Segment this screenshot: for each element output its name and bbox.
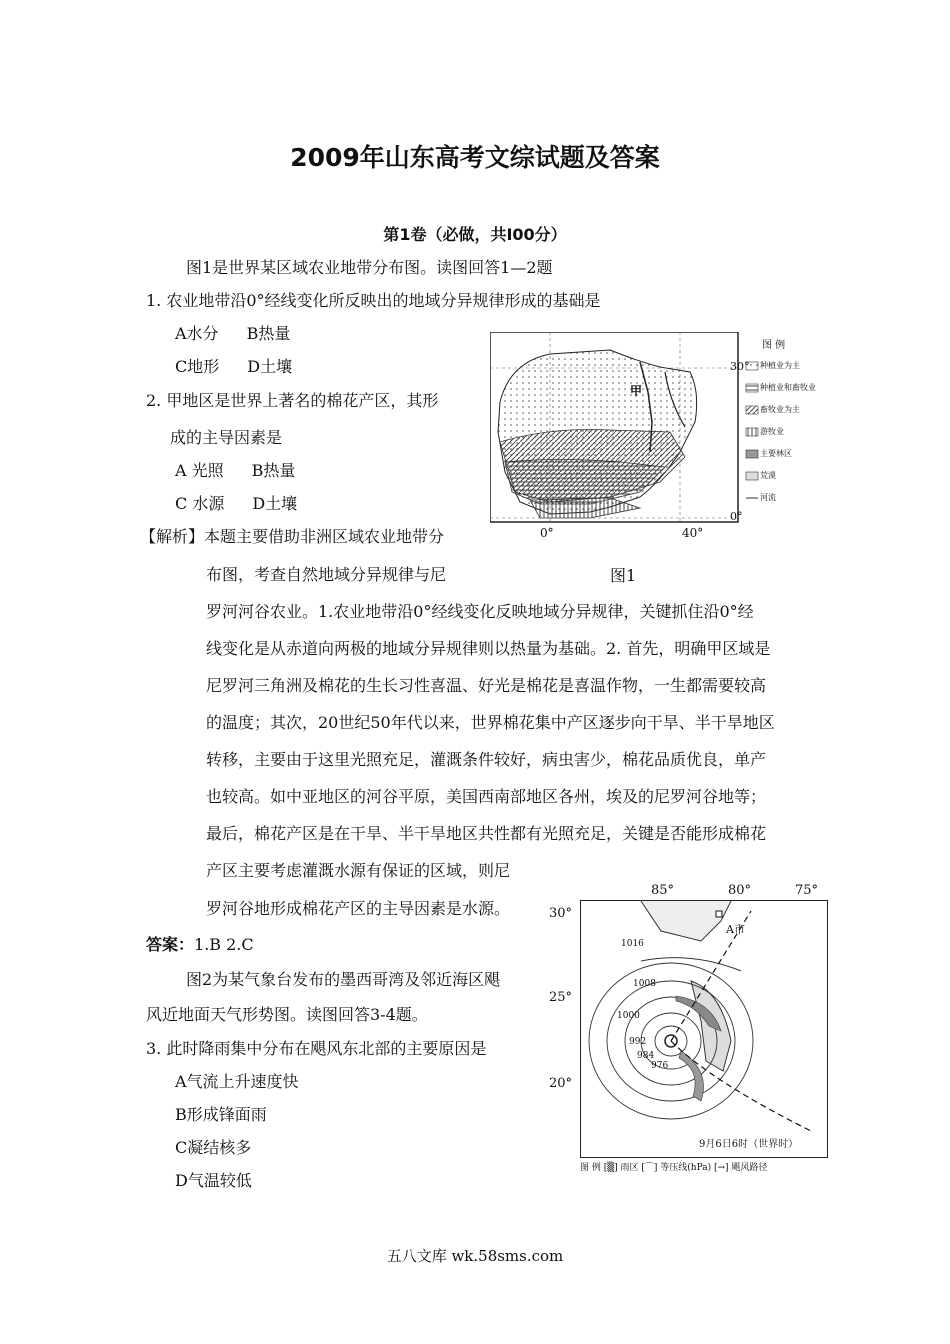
analysis-line: 也较高。如中亚地区的河谷平原，美国西南部地区各州，埃及的尼罗河谷地等； (206, 787, 767, 806)
analysis-line: 罗河河谷农业。1.农业地带沿0°经线变化反映地域分异规律，关键抓住沿0°经 (206, 602, 754, 621)
option: A水分 (175, 324, 219, 343)
fig1-legend-item: 种植业和畜牧业 (760, 383, 816, 392)
fig2-isobar-label: 1008 (633, 979, 656, 989)
answer-label: 答案： (146, 935, 195, 954)
option: B热量 (251, 461, 296, 480)
question-3-stem: 3. 此时降雨集中分布在飓风东北部的主要原因是 (146, 1039, 487, 1058)
option: D土壤 (247, 357, 293, 376)
fig2-isobar-label: 1000 (617, 1011, 640, 1021)
fig2-city-label: A市 (726, 923, 745, 936)
fig2-lat-label: 30° (549, 906, 573, 921)
fig1-legend-item: 游牧业 (760, 427, 784, 436)
document-title: 2009年山东高考文综试题及答案 (290, 143, 660, 172)
question-2-options-row1 (175, 461, 295, 481)
analysis-line: 的温度；其次，20世纪50年代以来，世界棉花集中产区逐步向干旱、半干旱地区 (206, 713, 775, 732)
analysis-line: 最后，棉花产区是在干旱、半干旱地区共性都有光照充足，关键是否能形成棉花 (206, 824, 767, 843)
fig2-lon-label: 85° (651, 883, 675, 898)
fig1-label-jia: 甲 (630, 384, 643, 398)
answer-line (146, 935, 254, 955)
fig1-caption: 图1 (610, 566, 637, 585)
fig1-lon-right: 40° (682, 526, 704, 540)
fig1-legend-item: 荒漠 (760, 471, 776, 480)
option: B热量 (246, 324, 291, 343)
intro-question-3-4-cont: 风近地面天气形势图。读图回答3-4题。 (146, 1005, 428, 1024)
analysis-line: 布图，考查自然地域分异规律与尼 (206, 565, 447, 584)
fig1-legend-title: 图 例 (762, 340, 786, 351)
fig1-legend-item: 河流 (760, 493, 776, 502)
option: D土壤 (252, 494, 298, 513)
fig2-timestamp: 9月6日6时（世界时） (699, 1139, 799, 1150)
answer-value: 1.B 2.C (194, 935, 254, 954)
question-1-options-row2 (175, 357, 292, 377)
fig1-lat-top: 30° (730, 360, 750, 373)
question-3-option: B形成锋面雨 (175, 1105, 267, 1124)
option: C地形 (175, 357, 220, 376)
question-3-option: A气流上升速度快 (175, 1072, 299, 1091)
fig2-isobar-label: 1016 (621, 939, 644, 949)
fig2-legend: 图 例 [▒] 雨区 [⌒] 等压线(hPa) [→] 飓风路径 (580, 1163, 768, 1173)
option: C 水源 (175, 494, 225, 513)
analysis-line: 产区主要考虑灌溉水源有保证的区域，则尼 (206, 861, 511, 880)
intro-question-1-2: 图1是世界某区域农业地带分布图。读图回答1—2题 (186, 258, 553, 277)
hurricane-map-graphic (581, 901, 827, 1157)
figure-2-map (580, 900, 828, 1158)
fig2-lat-label: 25° (549, 990, 573, 1005)
analysis-line: 尼罗河三角洲及棉花的生长习性喜温、好光是棉花是喜温作物，一生都需要较高 (206, 676, 767, 695)
page-footer: 五八文库 wk.58sms.com (386, 1247, 564, 1265)
fig2-lon-label: 75° (795, 883, 819, 898)
fig2-isobar-label: 976 (651, 1061, 669, 1071)
analysis-line: 【解析】本题主要借助非洲区域农业地带分 (140, 527, 445, 546)
analysis-line: 线变化是从赤道向两极的地域分异规律则以热量为基础。2. 首先，明确甲区域是 (206, 639, 771, 658)
section-heading: 第1卷（必做，共I00分） (383, 225, 567, 244)
fig1-legend-item: 畜牧业为主 (760, 405, 800, 414)
fig1-lat-bottom: 0° (730, 510, 743, 523)
fig1-legend-item: 种植业为主 (760, 361, 800, 370)
question-1-options-row1 (175, 324, 290, 344)
question-1-stem: 1. 农业地带沿0°经线变化所反映出的地域分异规律形成的基础是 (146, 291, 601, 310)
question-2-stem-cont: 成的主导因素是 (170, 428, 283, 447)
intro-question-3-4: 图2为某气象台发布的墨西哥湾及邻近海区飓 (186, 970, 501, 989)
analysis-line: 转移，主要由于这里光照充足，灌溉条件较好，病虫害少，棉花品质优良，单产 (206, 750, 767, 769)
question-2-stem: 2. 甲地区是世界上著名的棉花产区，其形 (146, 391, 439, 410)
option: A 光照 (175, 461, 224, 480)
question-3-option: D气温较低 (175, 1171, 252, 1190)
fig2-isobar-label: 992 (629, 1037, 647, 1047)
question-3-option: C凝结核多 (175, 1138, 252, 1157)
fig1-lon-left: 0° (540, 526, 554, 540)
analysis-line: 罗河谷地形成棉花产区的主导因素是水源。 (206, 899, 511, 918)
question-2-options-row2 (175, 494, 297, 514)
fig1-legend-item: 主要林区 (760, 449, 792, 458)
fig2-lon-label: 80° (728, 883, 752, 898)
fig2-lat-label: 20° (549, 1076, 573, 1091)
fig2-isobar-label: 984 (637, 1051, 655, 1061)
figure-1-map (490, 332, 816, 523)
